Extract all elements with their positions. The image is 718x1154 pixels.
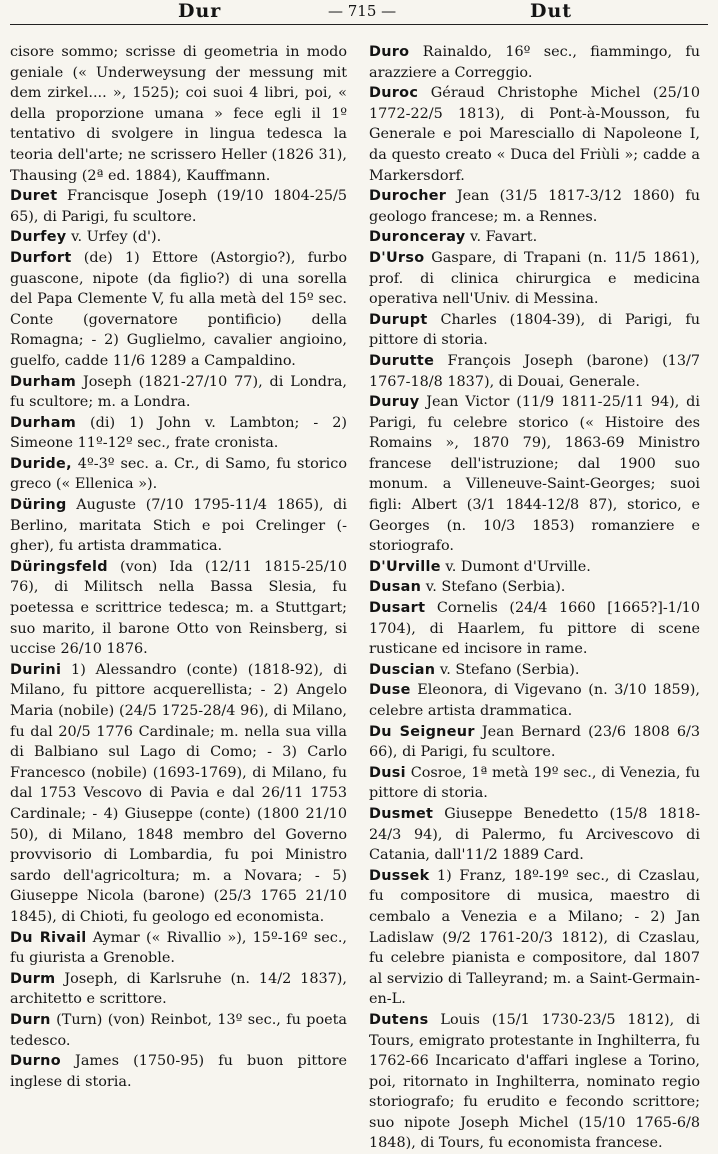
entry-headword: Dusan	[369, 579, 422, 596]
entry-text: Cornelis (24/4 1660 [1665?]-1/10 1704), di Haarlem, fu pittore di scene rusticane ed incisore in rame.	[369, 600, 700, 658]
entry-headword: Duro	[369, 44, 410, 60]
entry-text: 4º-3º sec. a. Cr., di Samo, fu storico greco (« Ellenica »).	[10, 455, 347, 493]
entry-headword: Duronceray	[369, 229, 466, 246]
dictionary-entry	[10, 413, 347, 454]
entry-headword: Duride,	[10, 455, 72, 472]
dictionary-entry	[369, 722, 700, 763]
entry-text: v. Favart.	[465, 229, 538, 246]
entry-headword: Duse	[369, 682, 411, 699]
dictionary-entry	[10, 1010, 347, 1051]
entry-text: Rainaldo, 16º sec., fiammingo, fu arazziere a Correggio.	[369, 44, 700, 81]
entry-headword: D'Urso	[369, 249, 425, 266]
dictionary-entry	[10, 1051, 347, 1092]
entry-text: Aymar (« Rivallio »), 15º-16º sec., fu giurista a Grenoble.	[10, 929, 347, 967]
entry-headword: Duruy	[369, 394, 420, 411]
entry-headword: Durham	[10, 414, 77, 431]
running-head-right: Dut	[530, 0, 573, 22]
entry-text: cisore sommo; scrisse di geometria in modo geniale (« Underweysung der messung mit dem zirkel.... », 1525); coi suoi 4 libri, poi, « della proporzione umana » fece egli il 1º tentativo di svolgere in lingua tedesca la teoria dell'arte; ne scrissero Heller (1826 31), Thausing (2ª ed. 1884), Kauffmann.	[10, 44, 347, 184]
entry-text: Charles (1804-39), di Parigi, fu pittore di storia.	[369, 311, 700, 349]
entry-text: Giuseppe Benedetto (15/8 1818-24/3 94), di Palermo, fu Arcivescovo di Catania, dall'11/2 1889 Card.	[369, 805, 700, 864]
entry-text: Joseph (1821-27/10 77), di Londra, fu scultore; m. a Londra.	[10, 373, 347, 411]
dictionary-entry	[369, 227, 700, 248]
entry-text: Jean Victor (11/9 1811-25/11 94), di Parigi, fu celebre storico (« Histoire des Romains », 1870 79), 1863-69 Ministro francese dell'istruzione; dal 1900 suo monum. a Villeneuve-Saint-Georges; suoi figli: Albert (3/1 1844-12/8 87), storico, e Georges (n. 10/3 1853) romanziere e storiografo.	[369, 394, 700, 555]
dictionary-entry	[10, 928, 347, 969]
dictionary-entry	[369, 1010, 700, 1154]
entry-headword: Düringsfeld	[10, 558, 108, 575]
page-header	[10, 0, 708, 25]
entry-text: Jean (31/5 1817-3/12 1860) fu geologo francese; m. a Rennes.	[369, 188, 700, 225]
entry-text: Francisque Joseph (19/10 1804-25/5 65), di Parigi, fu scultore.	[10, 188, 347, 225]
dictionary-entry	[369, 598, 700, 660]
entry-text: (di) 1) John v. Lambton; - 2) Simeone 11º-12º sec., frate cronista.	[10, 414, 347, 452]
entry-headword: Duroc	[369, 85, 419, 102]
entry-text: v. Stefano (Serbia).	[435, 661, 580, 678]
entry-text: v. Urfey (d').	[66, 229, 162, 246]
entry-text: Gaspare, di Trapani (n. 11/5 1861), prof. di clinica chirurgica e medicina operativa nell'Univ. di Messina.	[369, 249, 700, 308]
entry-text: Auguste (7/10 1795-11/4 1865), di Berlino, maritata Stich e poi Crelinger (-gher), fu artista drammatica.	[10, 497, 347, 555]
dictionary-entry	[369, 83, 700, 186]
entry-headword: Dutens	[369, 1011, 429, 1028]
dictionary-entry	[369, 804, 700, 866]
entry-headword: Dusi	[369, 764, 406, 781]
running-head-left: Dur	[178, 0, 222, 22]
entry-text: Jean Bernard (23/6 1808 6/3 66), di Parigi, fu scultore.	[369, 723, 700, 761]
entry-headword: Durham	[10, 373, 77, 390]
entry-headword: Durocher	[369, 188, 447, 205]
entry-text: James (1750-95) fu buon pittore inglese di storia.	[10, 1053, 347, 1090]
entry-headword: Duscian	[369, 661, 436, 678]
dictionary-entry	[369, 557, 700, 578]
entry-headword: Durno	[10, 1053, 61, 1070]
entry-text: (de) 1) Ettore (Astorgio?), furbo guascone, nipote (da figlio?) di una sorella del Papa Clemente V, fu alla metà del 15º sec. Conte (governatore pontificio) della Romagna; - 2) Guglielmo, cavalier angioino, guelfo, cadde 11/6 1289 a Campaldino.	[10, 249, 347, 369]
dictionary-entry	[10, 42, 347, 186]
entry-text: Joseph, di Karlsruhe (n. 14/2 1837), architetto e scrittore.	[10, 970, 347, 1008]
right-column	[355, 42, 700, 1154]
entry-headword: Düring	[10, 497, 67, 514]
entry-headword: Dussek	[369, 867, 430, 884]
dictionary-entry	[10, 454, 347, 495]
entry-headword: Durupt	[369, 311, 428, 328]
entry-text: (Turn) (von) Reinbot, 13º sec., fu poeta tedesco.	[10, 1011, 347, 1049]
dictionary-entry	[10, 969, 347, 1010]
entry-headword: Durm	[10, 970, 56, 987]
dictionary-entry	[10, 660, 347, 928]
entry-text: 1) Alessandro (conte) (1818-92), di Milano, fu pittore acquerellista; - 2) Angelo Maria (nobile) (24/5 1725-28/4 96), di Milano, fu dal 20/5 1776 Cardinale; m. nella sua villa di Balbiano sul Lago di Como; - 3) Carlo Francesco (nobile) (1693-1769), di Milano, fu dal 1753 Vescovo di Pavia e dal 26/11 1753 Cardinale; - 4) Giuseppe (conte) (1800 21/10 50), di Milano, 1848 membro del Governo provvisorio di Lombardia, fu poi Ministro sardo dell'agricoltura; m. a Novara; - 5) Giuseppe Nicola (barone) (25/3 1765 21/10 1845), di Chioti, fu geologo ed economista.	[10, 661, 347, 925]
dictionary-entry	[369, 866, 700, 1010]
entry-text: Louis (15/1 1730-23/5 1812), di Tours, emigrato protestante in Inghilterra, fu 1762-66 Incaricato d'affari inglese a Torino, poi, ritornato in Inghilterra, nominato regio storiografo; fu erudito e fecondo scrittore; suo nipote Joseph Michel (15/10 1765-6/8 1848), di Tours, fu economista francese.	[369, 1011, 700, 1152]
entry-text: Cosroe, 1ª metà 19º sec., di Venezia, fu pittore di storia.	[369, 764, 700, 802]
dictionary-entry	[10, 557, 347, 660]
entry-headword: Durini	[10, 661, 62, 678]
dictionary-entry	[369, 186, 700, 227]
entry-text: v. Dumont d'Urville.	[440, 558, 591, 575]
dictionary-entry	[369, 42, 700, 83]
dictionary-entry	[369, 392, 700, 557]
entry-text: v. Stefano (Serbia).	[421, 579, 566, 596]
entry-headword: Durn	[10, 1011, 51, 1028]
left-column	[10, 42, 355, 1154]
dictionary-entry	[10, 227, 347, 248]
dictionary-entry	[369, 763, 700, 804]
dictionary-entry	[369, 680, 700, 721]
dictionary-entry	[369, 660, 700, 681]
entry-headword: Durutte	[369, 352, 435, 369]
entry-headword: Du Seigneur	[369, 723, 475, 740]
dictionary-entry	[369, 248, 700, 310]
entry-text: François Joseph (barone) (13/7 1767-18/8 1837), di Douai, Generale.	[369, 352, 700, 390]
entry-headword: D'Urville	[369, 558, 441, 575]
entry-headword: Durfort	[10, 249, 72, 266]
dictionary-entry	[369, 577, 700, 598]
dictionary-entry	[10, 186, 347, 227]
entry-text: Eleonora, di Vigevano (n. 3/10 1859), celebre artista drammatica.	[369, 682, 700, 719]
entry-text: 1) Franz, 18º-19º sec., di Czaslau, fu compositore di musica, maestro di cembalo a Venezia e a Milano; - 2) Jan Ladislaw (9/2 1761-20/3 1812), di Czaslau, fu celebre pianista e compositore, dal 1807 al servizio di Talleyrand; m. a Saint-Germain-en-L.	[369, 867, 700, 1008]
dictionary-entry	[369, 310, 700, 351]
entry-headword: Dusart	[369, 600, 426, 617]
dictionary-entry	[10, 372, 347, 413]
entry-headword: Dusmet	[369, 805, 434, 822]
dictionary-entry	[10, 248, 347, 372]
dictionary-entry	[369, 351, 700, 392]
dictionary-entry	[10, 495, 347, 557]
page-number: — 715 —	[328, 2, 397, 20]
entry-headword: Du Rivail	[10, 929, 87, 946]
two-column-body	[10, 42, 710, 1154]
entry-headword: Durfey	[10, 229, 67, 246]
entry-text: Géraud Christophe Michel (25/10 1772-22/5 1813), di Pont-à-Mousson, fu Generale e poi Maresciallo di Napoleone I, da questo creato « Duca del Friùli »; cadde a Markersdorf.	[369, 85, 700, 184]
entry-headword: Duret	[10, 188, 58, 205]
entry-text: (von) Ida (12/11 1815-25/10 76), di Militsch nella Bassa Slesia, fu poetessa e scrittrice tedesca; m. a Stuttgart; suo marito, il barone Otto von Reinsberg, si uccise 26/10 1876.	[10, 558, 347, 658]
